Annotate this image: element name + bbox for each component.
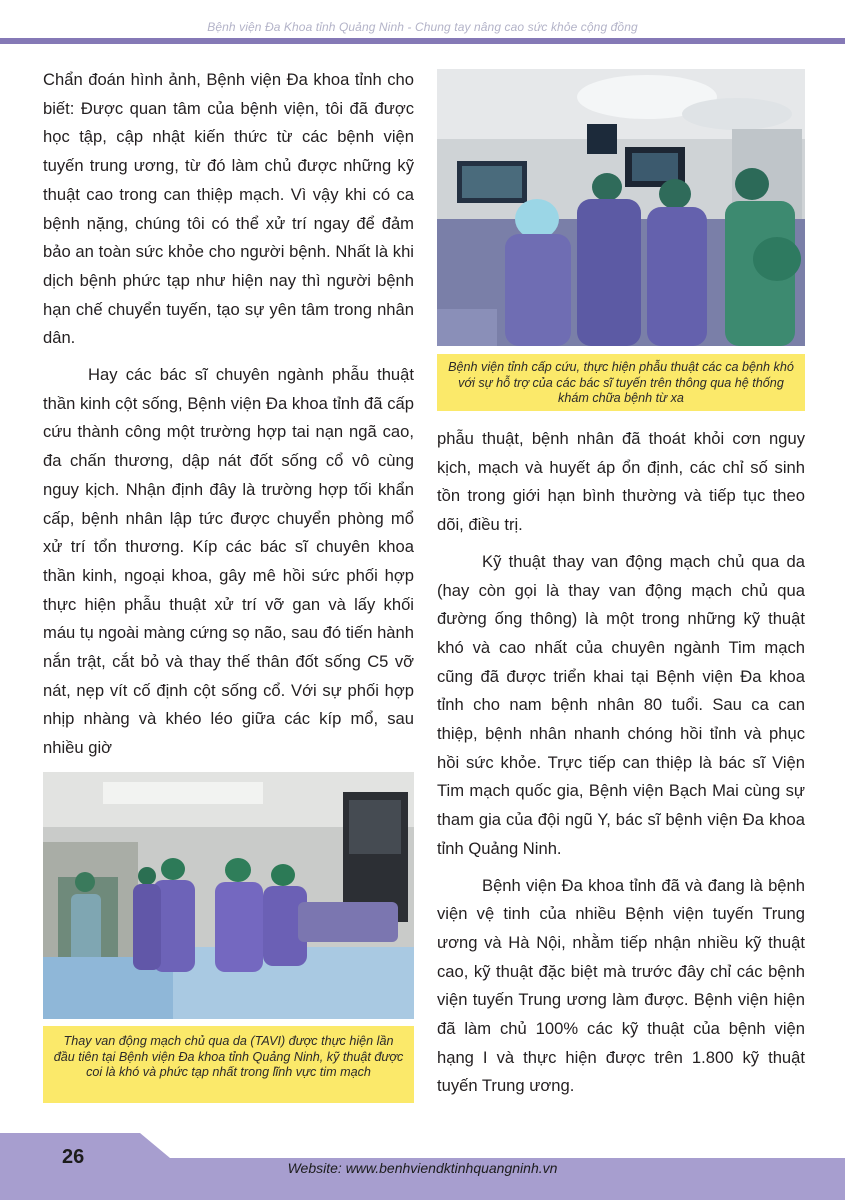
paragraph: Kỹ thuật thay van động mạch chủ qua da (hay còn gọi là thay van động mạch chủ qua đường ống thông) là một trong những kỹ thuật khó và cao nhất của chuyên ngành Tim mạch cũng đã được triển khai tại Bệnh viện Đa khoa tỉnh cho nam bệnh nhân 80 tuổi. Sau ca can thiệp, bệnh nhân nhanh chóng hồi tỉnh và phục hồi sức khỏe. Trực tiếp can thiệp là bác sĩ Viện Tim mạch quốc gia, Bệnh viện Bạch Mai cùng sự tham gia của đội ngũ Y, bác sĩ bệnh viện Đa khoa tỉnh Quảng Ninh. — [437, 551, 805, 858]
right-column — [437, 425, 805, 1101]
paragraph: Hay các bác sĩ chuyên ngành phẫu thuật thần kinh cột sống, Bệnh viện Đa khoa tỉnh đã cấp cứu thành công một trường hợp tai nạn ngã cao, đa chấn thương, dập nát đốt sống cổ vô cùng nguy kịch. Nhận định đây là trường hợp tối khẩn cấp, bệnh nhân lập tức được chuyển phòng mổ xử trí tổn thương. Kíp các bác sĩ chuyên khoa thần kinh, ngoại khoa, gây mê hồi sức phối hợp thực hiện phẫu thuật xử trí vỡ gan và lấy khối máu tụ ngoài màng cứng sọ não, sau đó tiến hành nắn trật, cắt bỏ và thay thế thân đốt sống C5 vỡ nát, nẹp vít cố định cột sống cổ. Với sự phối hợp nhịp nhàng và khéo léo giữa các kíp mổ, sau nhiều giờ — [43, 365, 414, 758]
running-header: Bệnh viện Đa Khoa tỉnh Quảng Ninh - Chung tay nâng cao sức khỏe cộng đồng — [207, 20, 638, 34]
tavi-procedure-photo — [43, 772, 414, 1019]
figure-caption-bottom: Thay van động mạch chủ qua da (TAVI) được thực hiện lần đầu tiên tại Bệnh viện Đa khoa tỉnh Quảng Ninh, kỹ thuật được coi là khó và phức tạp nhất trong lĩnh vực tim mạch — [43, 1026, 414, 1103]
website-footer: Website: www.benhviendktinhquangninh.vn — [287, 1160, 558, 1176]
paragraph: Bệnh viện Đa khoa tỉnh đã và đang là bệnh viện vệ tinh của nhiều Bệnh viện tuyến Trung ương và Hà Nội, nhằm tiếp nhận nhiều kỹ thuật cao, kỹ thuật đặc biệt mà trước đây chỉ các bệnh viện tuyến Trung ương làm được. Bệnh viện hiện đã làm chủ 100% các kỹ thuật của bệnh viện hạng I và thực hiện được trên 1.800 kỹ thuật tuyến Trung ương. — [437, 875, 805, 1096]
page-number: 26 — [62, 1146, 85, 1168]
header-rule — [0, 38, 845, 44]
left-column — [43, 66, 414, 763]
operating-room-photo — [437, 69, 805, 346]
figure-caption-top: Bệnh viện tỉnh cấp cứu, thực hiện phẫu thuật các ca bệnh khó với sự hỗ trợ của các bác sĩ tuyến trên thông qua hệ thống khám chữa bệnh từ xa — [437, 354, 805, 411]
paragraph: phẫu thuật, bệnh nhân đã thoát khỏi cơn nguy kịch, mạch và huyết áp ổn định, các chỉ số sinh tồn trong giới hạn bình thường và tiếp tục theo dõi, điều trị. — [437, 429, 805, 535]
paragraph: Chẩn đoán hình ảnh, Bệnh viện Đa khoa tỉnh cho biết: Được quan tâm của bệnh viện, tôi đã được học tập, cập nhật kiến thức từ các bệnh viện tuyến trung ương, từ đó làm chủ được những kỹ thuật cao trong can thiệp mạch. Vì vậy khi có ca bệnh nặng, chúng tôi có thể xử trí ngay để đảm bảo an toàn sức khỏe cho người bệnh. Nhất là khi dịch bệnh phức tạp như hiện nay thì người bệnh hạn chế chuyển tuyến, tạo sự yên tâm trong nhân dân. — [43, 70, 414, 348]
